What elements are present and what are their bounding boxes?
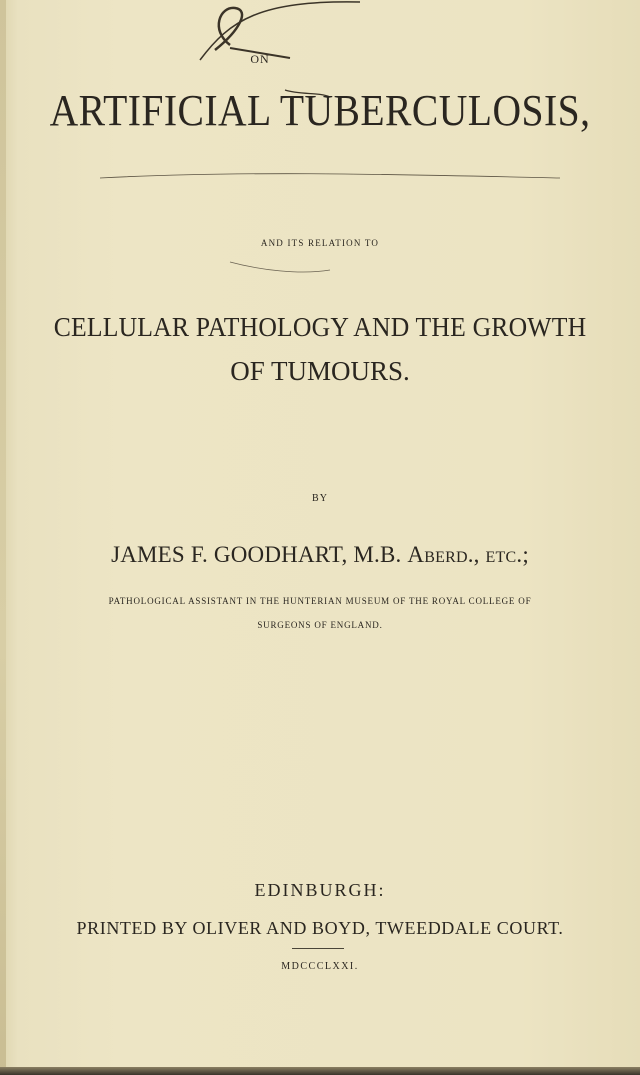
bottom-edge (0, 1067, 640, 1075)
subtitle-line-2: OF TUMOURS. (230, 356, 410, 386)
printer-line: PRINTED BY OLIVER AND BOYD, TWEEDDALE COURT. (76, 918, 564, 938)
imprint-city: EDINBURGH: (254, 880, 386, 900)
publication-year: MDCCCLXXI. (281, 961, 359, 972)
affiliation-line-2: SURGEONS OF ENGLAND. (257, 620, 383, 630)
author-line (0, 542, 640, 568)
main-title: ARTIFICIAL TUBERCULOSIS, (49, 86, 591, 135)
author-name: JAMES F. GOODHART, M.B. (111, 542, 402, 567)
by-label: BY (312, 493, 328, 504)
affiliation-line-1: PATHOLOGICAL ASSISTANT IN THE HUNTERIAN MUSEUM OF THE ROYAL COLLEGE OF (108, 596, 532, 606)
subtitle-line-1: CELLULAR PATHOLOGY AND THE GROWTH (53, 312, 587, 342)
imprint-rule (292, 948, 344, 949)
author-degree: Aberd., etc.; (407, 542, 529, 567)
on-label: ON (250, 52, 270, 66)
relation-line: AND ITS RELATION TO (260, 238, 380, 248)
